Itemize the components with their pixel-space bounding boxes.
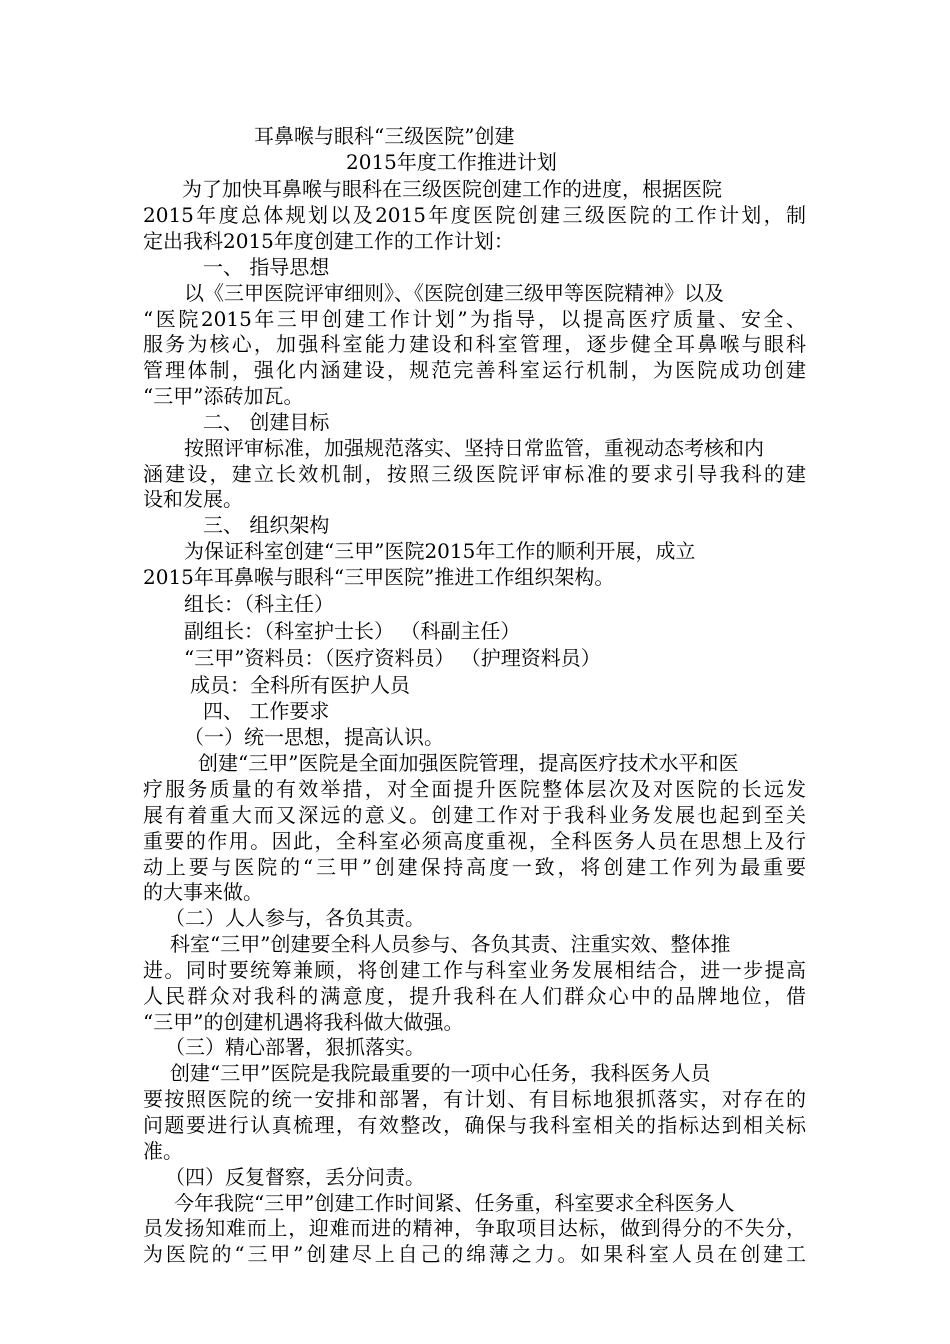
paragraph-line: 进。同时要统筹兼顾，将创建工作与科室业务发展相结合，进一步提高: [143, 958, 806, 982]
section-heading: 一、 指导思想: [203, 255, 330, 279]
paragraph-line: 服务为核心，加强科室能力建设和科室管理，逐步健全耳鼻喉与眼科: [143, 332, 806, 356]
paragraph-line: 动上要与医院的“三甲”创建保持高度一致，将创建工作列为最重要: [143, 855, 806, 879]
paragraph-line: 创建“三甲”医院是我院最重要的一项中心任务，我科医务人员: [170, 1061, 711, 1085]
paragraph-line: 科室“三甲”创建要全科人员参与、各负其责、注重实效、整体推: [170, 932, 731, 956]
member-line: 成员：全科所有医护人员: [190, 673, 410, 697]
paragraph-line: 问题要进行认真梳理，有效整改，确保与我科室相关的指标达到相关标: [143, 1113, 806, 1137]
paragraph-line: 人民群众对我科的满意度，提升我科在人们群众心中的品牌地位，借: [143, 984, 806, 1008]
document-title-line-1: 耳鼻喉与眼科“三级医院”创建: [254, 124, 515, 148]
member-line: “三甲”资料员：（医疗资料员） （护理资料员）: [184, 646, 601, 670]
subsection-heading: （三）精心部署，狠抓落实。: [165, 1035, 425, 1059]
paragraph-line: 以《三甲医院评审细则》、《医院创建三级甲等医院精神》以及: [184, 281, 724, 305]
paragraph-line: 的大事来做。: [143, 880, 263, 904]
member-line: 副组长：（科室护士长） （科副主任）: [184, 619, 521, 643]
paragraph-line: 要按照医院的统一安排和部署，有计划、有目标地狠抓落实，对存在的: [143, 1087, 806, 1111]
paragraph-line: 创建“三甲”医院是全面加强医院管理，提高医疗技术水平和医: [198, 751, 739, 775]
section-heading: 二、 创建目标: [203, 410, 330, 434]
paragraph-line: 准。: [143, 1139, 183, 1163]
intro-line: 2015年度总体规划以及2015年度医院创建三级医院的工作计划，制: [143, 203, 806, 227]
paragraph-line: 员发扬知难而上，迎难而进的精神，争取项目达标，做到得分的不失分，: [143, 1216, 806, 1240]
member-line: 组长：（科主任）: [184, 592, 334, 616]
paragraph-line: 设和发展。: [143, 487, 243, 511]
section-heading: 四、 工作要求: [203, 699, 330, 723]
intro-line: 为了加快耳鼻喉与眼科在三级医院创建工作的进度，根据医院: [182, 177, 722, 201]
subsection-heading: （四）反复督察，丢分问责。: [165, 1165, 425, 1189]
paragraph-line: 重要的作用。因此，全科室必须高度重视，全科医务人员在思想上及行: [143, 829, 806, 853]
paragraph-line: 展有着重大而又深远的意义。创建工作对于我科业务发展也起到至关: [143, 803, 806, 827]
paragraph-line: 今年我院“三甲”创建工作时间紧、任务重，科室要求全科医务人: [174, 1191, 735, 1215]
paragraph-line: 为医院的“三甲”创建尽上自己的绵薄之力。如果科室人员在创建工: [143, 1242, 806, 1266]
subsection-heading: （一）统一思想，提高认识。: [184, 725, 444, 749]
paragraph-line: 管理体制，强化内涵建设，规范完善科室运行机制，为医院成功创建: [143, 358, 806, 382]
paragraph-line: 疗服务质量的有效举措，对全面提升医院整体层次及对医院的长远发: [143, 777, 806, 801]
subsection-heading: （二）人人参与，各负其责。: [165, 906, 425, 930]
paragraph-line: “三甲”添砖加瓦。: [143, 384, 304, 408]
section-heading: 三、 组织架构: [203, 513, 330, 537]
document-title-line-2: 2015年度工作推进计划: [346, 150, 557, 174]
intro-line: 定出我科2015年度创建工作的工作计划：: [143, 229, 514, 253]
paragraph-line: 按照评审标准，加强规范落实、坚持日常监管，重视动态考核和内: [184, 436, 764, 460]
paragraph-line: “三甲”的创建机遇将我科做大做强。: [143, 1010, 464, 1034]
paragraph-line: 涵建设，建立长效机制，按照三级医院评审标准的要求引导我科的建: [143, 462, 806, 486]
paragraph-line: “医院2015年三甲创建工作计划”为指导，以提高医疗质量、安全、: [143, 307, 806, 331]
paragraph-line: 2015年耳鼻喉与眼科“三甲医院”推进工作组织架构。: [143, 565, 615, 589]
paragraph-line: 为保证科室创建“三甲”医院2015年工作的顺利开展，成立: [184, 539, 696, 563]
